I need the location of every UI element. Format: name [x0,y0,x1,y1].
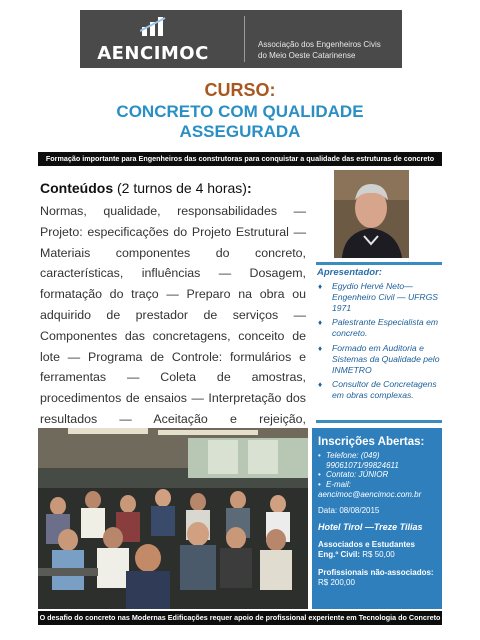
contents-heading [40,180,252,196]
association-line-1: Associação dos Engenheiros Civis [258,40,381,49]
presenter-divider-top [316,262,442,265]
presenter-item: ♦ Consultor de Concretagens em obras complexas. [318,379,437,401]
diamond-bullet-icon: ♦ [318,343,323,353]
diamond-bullet-icon: ♦ [318,282,323,291]
presenter-portrait-icon [334,170,409,258]
price-nonmembers-value: R$ 200,00 [318,578,355,587]
price-nonmembers [318,568,436,588]
price-nonmembers-label: Profissionais não-associados: [318,568,434,577]
event-venue: Hotel Tirol —Treze Tilias [318,522,423,532]
contents-heading-label: Conteúdos [40,180,114,196]
header-banner [80,10,402,68]
presenter-photo [334,170,409,258]
presenter-label: Apresentador: [317,267,382,278]
association-name [258,39,381,61]
aencimoc-logo-icon [140,15,166,37]
registration-email-label: • E-mail: [318,480,436,490]
presenter-item: ♦ Palestrante Especialista em concreto. [318,317,439,339]
presenter-item: ♦ Formado em Auditoria e Sistemas da Qualidade pelo INMETRO [318,342,440,375]
tagline-strip: Formação importante para Engenheiros das construtoras para conquistar a qualidade das estruturas de concreto [38,152,442,166]
registration-email-link[interactable]: aencimoc@aencimoc.com.br [318,490,422,499]
course-title-line-2: ASSEGURADA [179,122,301,141]
presenter-list [318,281,442,405]
registration-contact: • Contato: JÚNIOR [318,470,436,480]
registration-phone: • Telefone: (049) 99061071/99824611 [318,451,436,470]
logo-wordmark: AENCIMOC [97,43,209,64]
classroom-audience-icon [38,428,308,609]
contents-body: Normas, qualidade, responsabilidades — Projeto: especificações do Projeto Estrutural — Materiais componentes do concreto, características, influências — Dosagem, formatação do traço — Preparo na obra ou adquirido de prestador de serviços — Componentes das concretagens, conceito de lote — Programa de Controle: formulários e ferramentas — Coleta de amostras, procedimentos de ensaios — Interpretação dos resultados — Aceitação e rejeição, [40,204,306,426]
registration-contacts [318,451,436,489]
course-label: CURSO: [204,80,276,100]
price-members-label: Associados e Estudantes Eng.º Civil: [318,540,415,559]
presenter-item: ♦ Egydio Hervé Neto— Engenheiro Civil — UFRGS 1971 [318,281,439,313]
footer-strip: O desafio do concreto nas Modernas Edificações requer apoio de profissional experiente em Tecnologia do Concreto [38,611,442,625]
contents-heading-note: (2 turnos de 4 horas) [117,180,247,196]
registration-box [312,428,442,609]
event-date: Data: 08/08/2015 [318,506,380,515]
diamond-bullet-icon: ♦ [318,380,323,390]
price-members-value: R$ 50,00 [362,550,395,559]
course-title-line-1: CONCRETO COM QUALIDADE [116,102,364,121]
contents-heading-colon: : [246,180,252,196]
association-line-2: do Meio Oeste Catarinense [258,51,356,60]
registration-title: Inscrições Abertas: [318,436,425,448]
price-members [318,540,436,560]
presenter-divider-bottom [316,420,442,423]
audience-photo [38,428,308,609]
diamond-bullet-icon: ♦ [318,318,323,328]
banner-divider [244,16,245,62]
